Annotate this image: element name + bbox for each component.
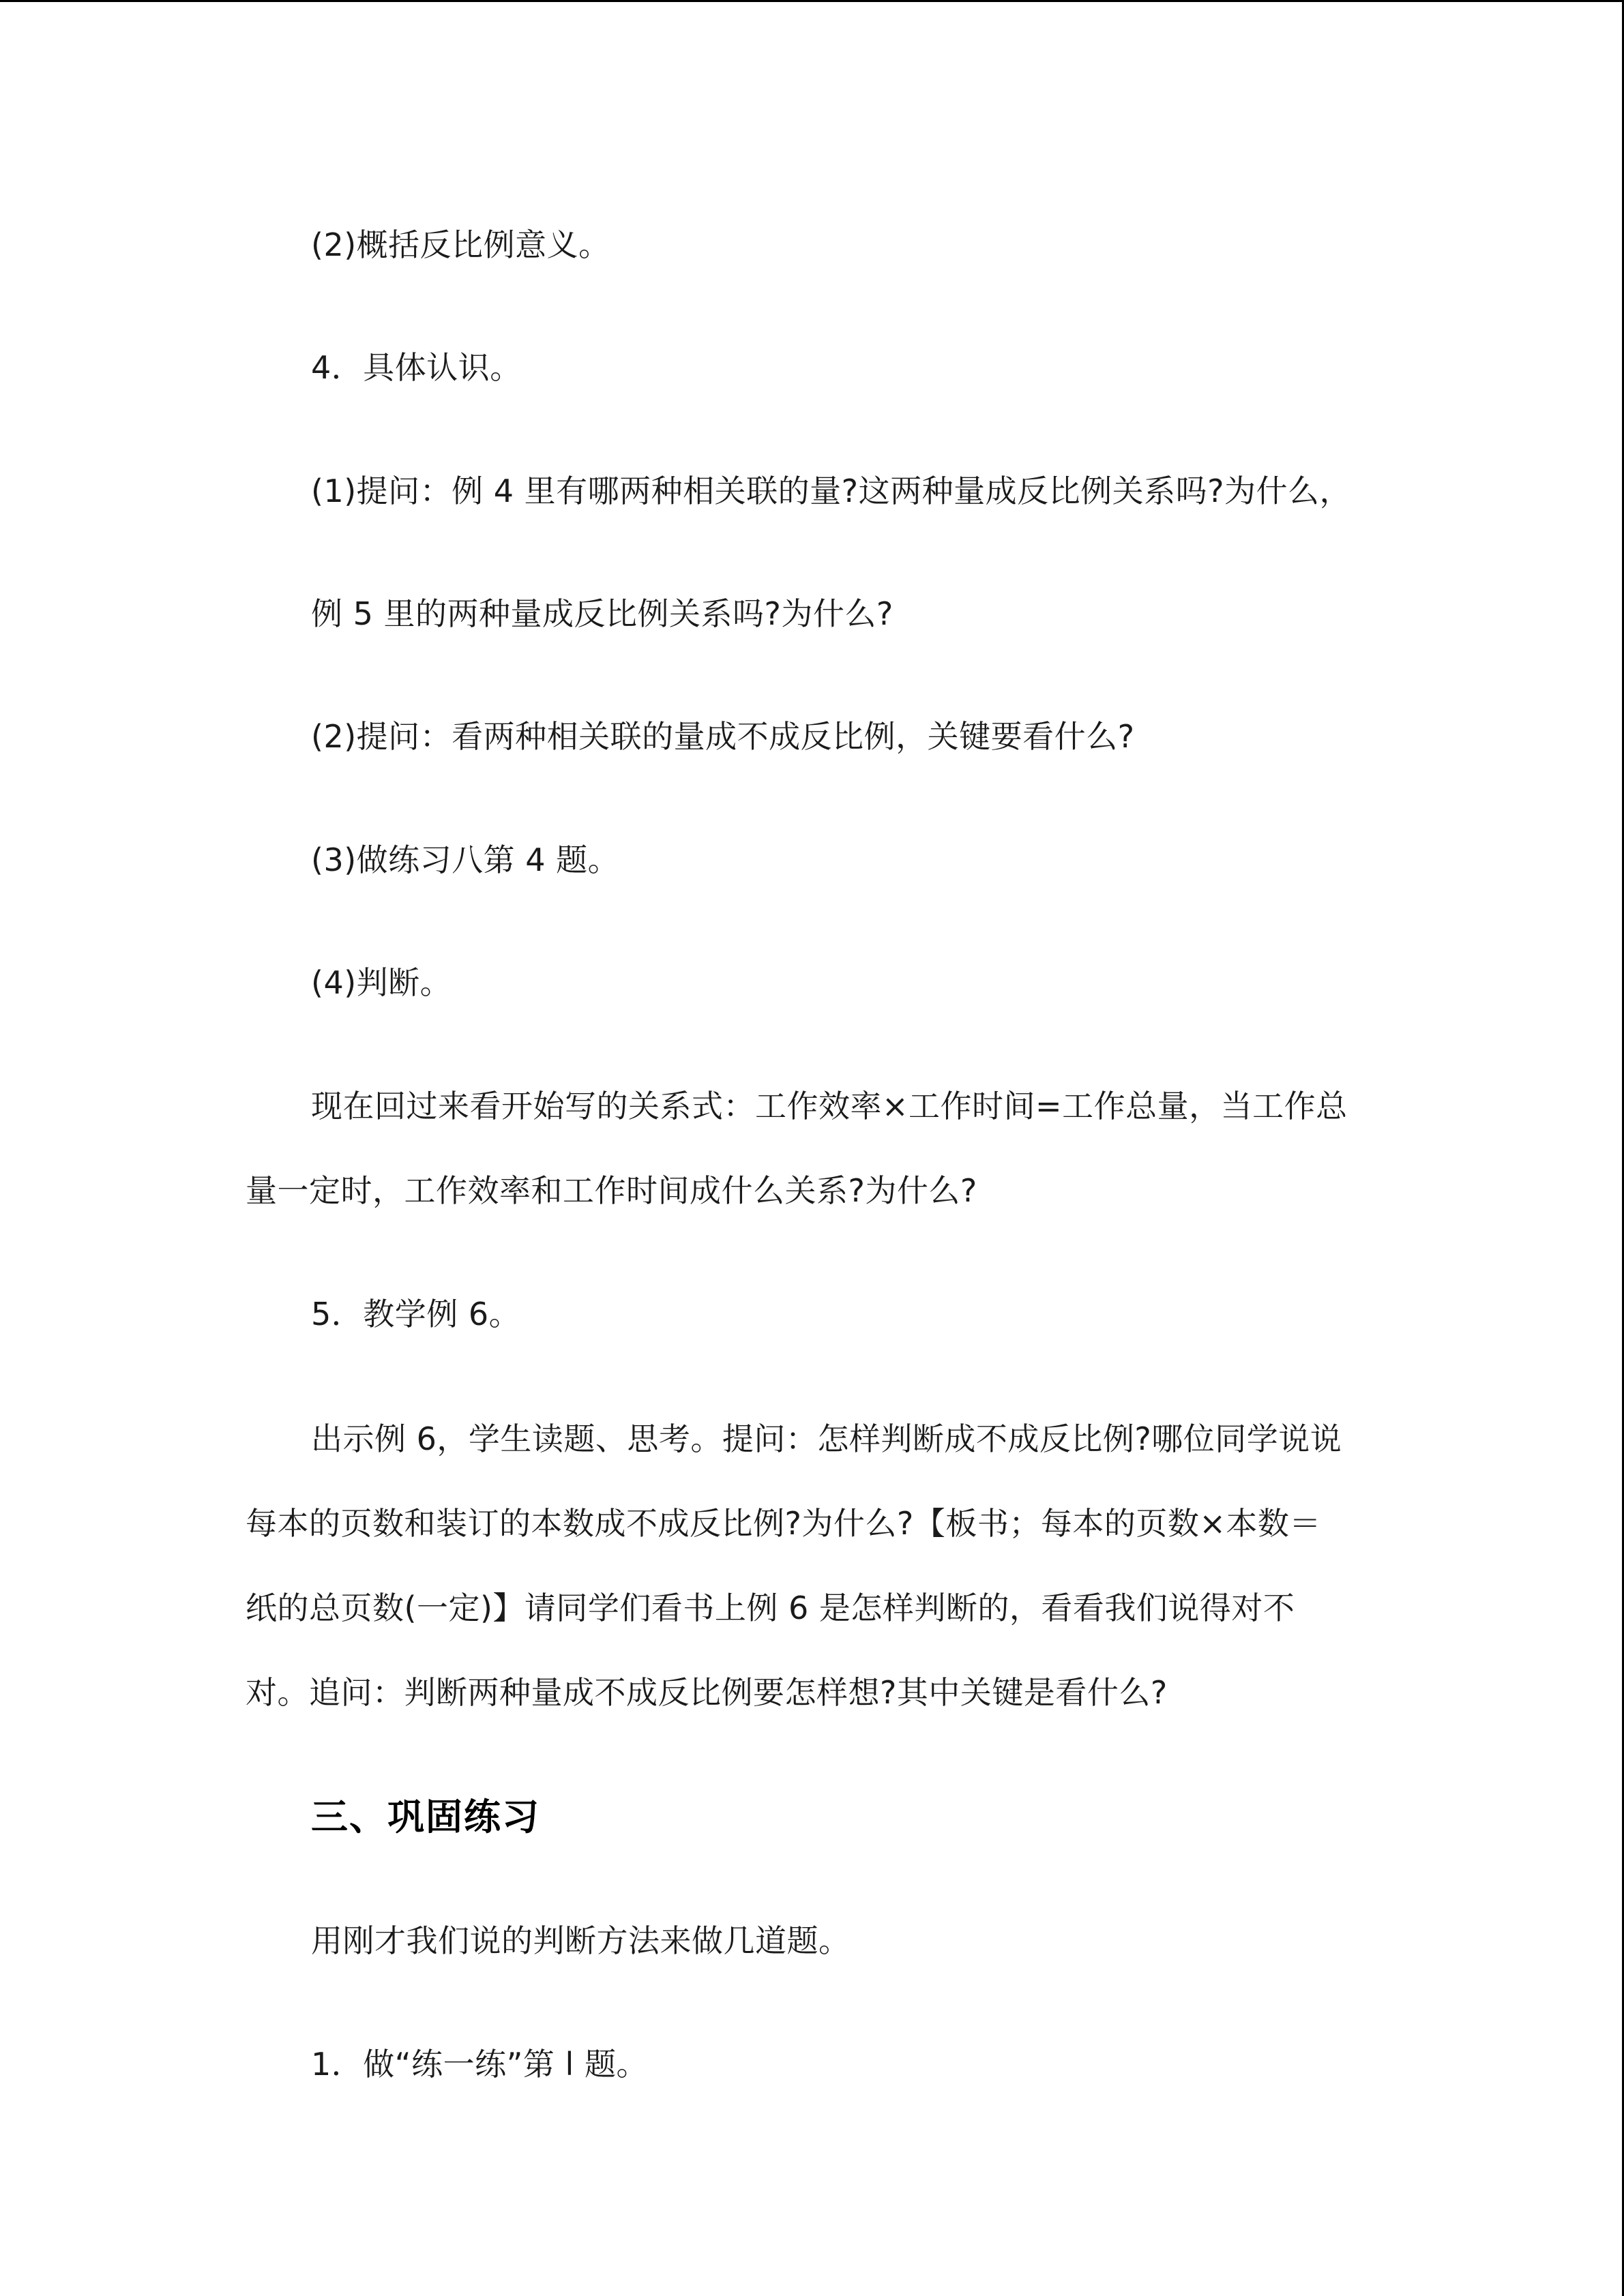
paragraph bbox=[246, 1397, 1378, 1735]
paragraph-line: 现在回过来看开始写的关系式：工作效率×工作时间=工作总量，当工作总 bbox=[311, 1088, 1348, 1124]
paragraph-line: 量一定时，工作效率和工作时间成什么关系?为什么? bbox=[246, 1172, 977, 1209]
paragraph: (3)做练习八第 4 题。 bbox=[311, 841, 620, 878]
paragraph-line: 每本的页数和装订的本数成不成反比例?为什么?【板书；每本的页数×本数＝ bbox=[246, 1505, 1321, 1542]
paragraph: (2)提问：看两种相关联的量成不成反比例，关键要看什么? bbox=[311, 718, 1135, 755]
paragraph: (4)判断。 bbox=[311, 964, 452, 1001]
paragraph-line: 纸的总页数(一定)】请同学们看书上例 6 是怎样判断的，看看我们说得对不 bbox=[246, 1590, 1295, 1626]
paragraph: 例 5 里的两种量成反比例关系吗?为什么? bbox=[311, 595, 894, 632]
paragraph: 5．教学例 6。 bbox=[311, 1296, 521, 1332]
paragraph: (2)概括反比例意义。 bbox=[311, 226, 610, 263]
section-heading: 三、巩固练习 bbox=[311, 1795, 540, 1838]
paragraph: 4．具体认识。 bbox=[311, 349, 522, 386]
paragraph-line: 对。追问：判断两种量成不成反比例要怎样想?其中关键是看什么? bbox=[246, 1674, 1168, 1711]
paragraph: 1．做“练一练”第 l 题。 bbox=[311, 2046, 648, 2083]
paragraph: (1)提问：例 4 里有哪两种相关联的量?这两种量成反比例关系吗?为什么， bbox=[311, 473, 1351, 509]
paragraph: 用刚才我们说的判断方法来做几道题。 bbox=[311, 1922, 851, 1959]
paragraph bbox=[246, 1064, 1378, 1233]
paragraph-line: 出示例 6，学生读题、思考。提问：怎样判断成不成反比例?哪位同学说说 bbox=[311, 1420, 1342, 1457]
